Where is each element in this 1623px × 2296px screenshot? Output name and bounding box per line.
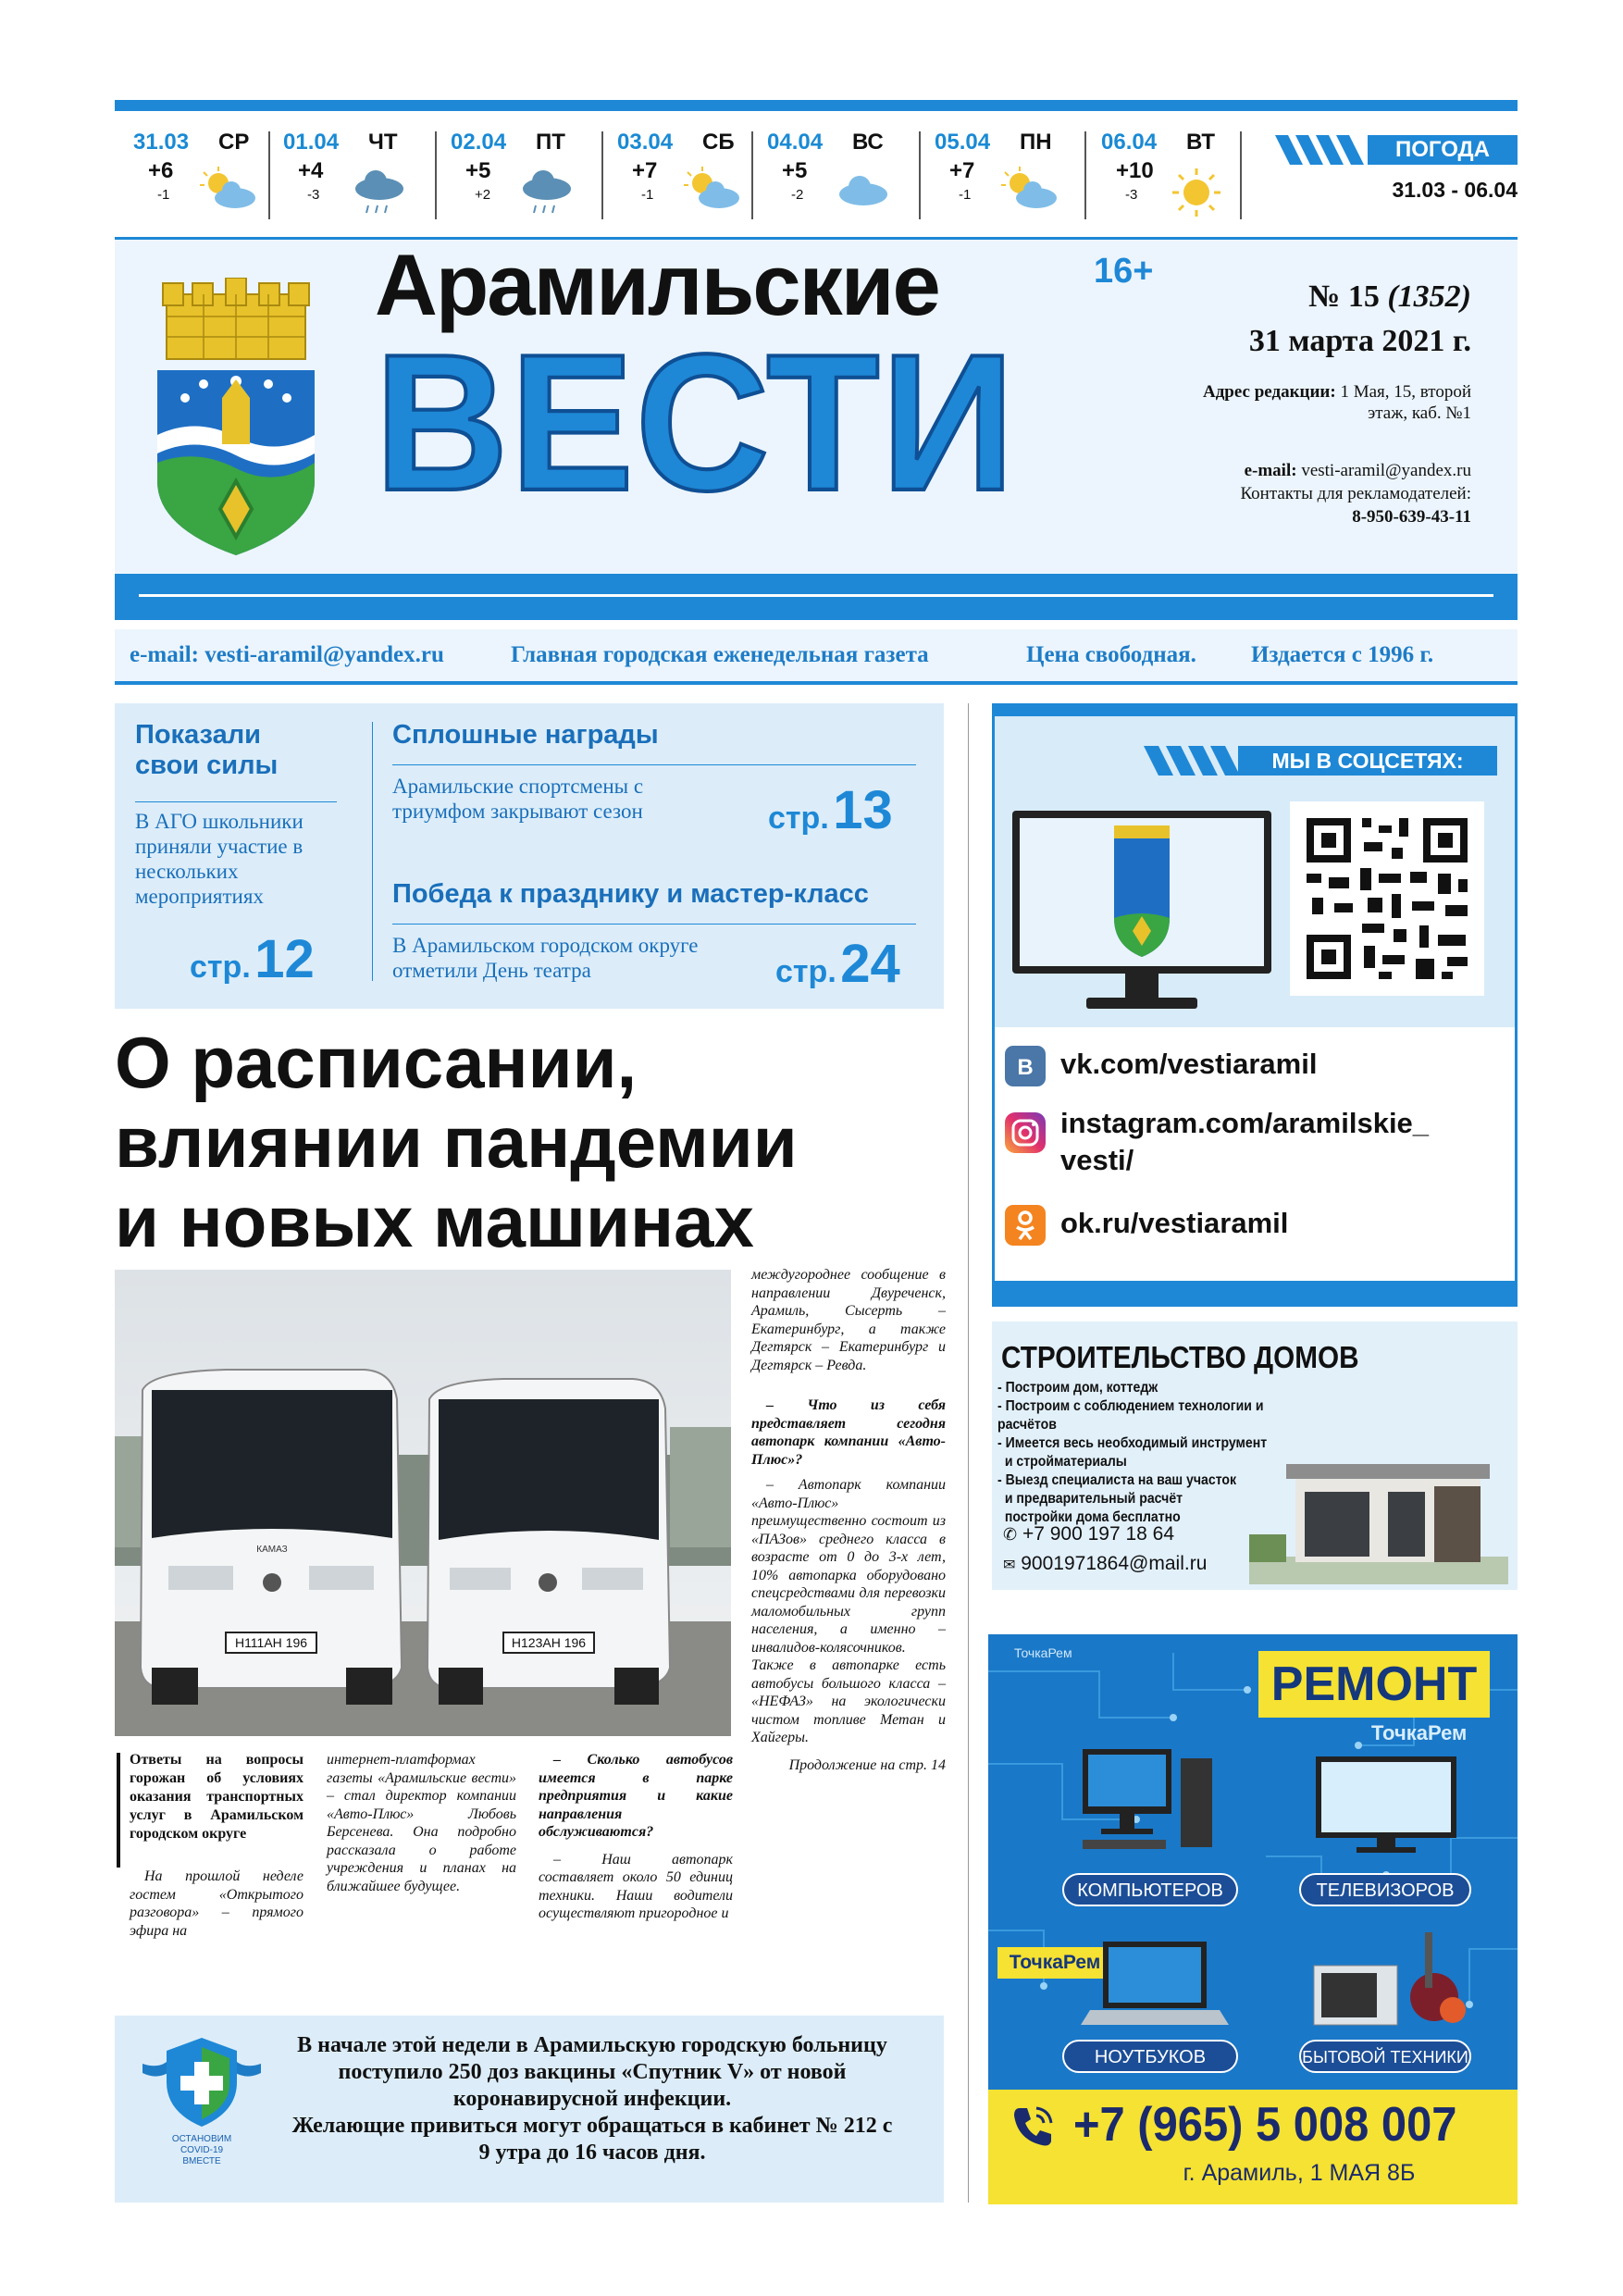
laptop-icon xyxy=(1081,1936,1229,2034)
lead-rule xyxy=(117,1753,120,1868)
instagram-icon xyxy=(1005,1112,1046,1153)
body-column-3: – Сколько автобусов имеется в парке предприятия и какие направления обслуживаются? – Наш автопарк составляет около 50 единиц техники. Наши водители осуществляют пригородное и xyxy=(539,1752,733,1922)
left-bus-brand: КАМАЗ xyxy=(256,1545,288,1555)
article-headline: О расписании, влиянии пандемии и новых машинах xyxy=(115,1022,798,1262)
appliances-icon xyxy=(1295,1929,1471,2036)
column-divider xyxy=(968,703,969,2203)
ad-building-phone: ✆ +7 900 197 18 64 xyxy=(1003,1523,1175,1545)
weather-day: 05.04 ПН +7 -1 xyxy=(925,130,1078,227)
teaser-1-page: стр. 12 xyxy=(190,929,315,989)
right-bus-plate: Н123АН 196 xyxy=(511,1635,587,1650)
phone-icon xyxy=(1009,2103,1057,2151)
weather-day: 04.04 ВС +5 -2 xyxy=(758,130,911,227)
coat-of-arms-logo xyxy=(148,278,324,565)
partly-cloudy-icon xyxy=(999,167,1060,211)
weather-divider xyxy=(919,131,921,219)
cloud-icon xyxy=(832,167,893,211)
ad-repair-phone: +7 (965) 5 008 007 xyxy=(1073,2098,1457,2152)
weather-divider xyxy=(1240,131,1242,219)
weather-divider xyxy=(268,131,270,219)
qr-code-icon xyxy=(1290,801,1484,996)
teaser-divider xyxy=(372,722,373,981)
weather-day: 06.04 ВТ +10 -3 xyxy=(1092,130,1245,227)
ad-building-list: - Построим дом, коттедж - Построим с соблюдением технологии и расчётов - Имеется весь необходимый инструмент и стройматериалы - Выезд специалиста на ваш участок и предварительный расчёт постройки дома бесплатно xyxy=(997,1380,1268,1525)
age-rating: 16+ xyxy=(1094,252,1154,291)
mail-icon: ✉ xyxy=(1003,1558,1016,1573)
weather-divider xyxy=(1084,131,1086,219)
weather-day: 02.04 ПТ +5 +2 xyxy=(441,130,594,227)
house-illustration xyxy=(1249,1446,1508,1584)
top-blue-rule xyxy=(115,100,1518,111)
cat-tv: ТЕЛЕВИЗОРОВ xyxy=(1299,1873,1471,1906)
teaser-1-rule xyxy=(135,801,337,802)
weather-divider xyxy=(751,131,753,219)
social-link-vk[interactable]: В vk.com/vestiaramil xyxy=(1005,1044,1505,1088)
buses-photo xyxy=(115,1270,731,1736)
teaser-1-text: В АГО школьники приняли участие в нескольких мероприятиях xyxy=(135,810,304,908)
teaser-3-title: Победа к празднику и мастер-класс xyxy=(392,879,869,909)
cat-appliances: БЫТОВОЙ ТЕХНИКИ xyxy=(1299,2040,1471,2073)
weather-divider xyxy=(435,131,437,219)
ad-repair-address: г. Арамиль, 1 МАЯ 8Б xyxy=(1183,2160,1416,2186)
social-bottom-bar xyxy=(992,1281,1518,1307)
monitor-icon xyxy=(1003,807,1281,1020)
partly-cloudy-icon xyxy=(682,167,743,211)
weather-day: 31.03 СР +6 -1 xyxy=(124,130,277,227)
odnoklassniki-icon xyxy=(1005,1205,1046,1246)
tagline-bar: e-mail: vesti-aramil@yandex.ru Главная городская еженедельная газета Цена свободная. Издается с 1996 г. xyxy=(115,629,1518,681)
svg-text:В: В xyxy=(1017,1055,1034,1080)
right-text-column: междугороднее сообщение в направлении Двуреченск, Арамиль, Сысерть – Екатеринбург, а также Дегтярск – Екатеринбург и Дегтярск – Ревда. – Что из себя представляет сегодня автопарк компании «Авто-Плюс»? – Автопарк компании «Авто-Плюс» преимущественно состоит из «ПАЗов» среднего класса в возрасте от 0 до 3-х лет, 10% автопарка оборудовано спецсредствами для перевозки маломобильных групп населения, а именно – инвалидов-колясочников. Также в автопарке есть автобусы большого класса – «НЕФАЗ» на экологически чистом топливе Метан и Хайгеры. Продолжение на стр. 14 xyxy=(751,1267,946,1773)
weather-range: 31.03 - 06.04 xyxy=(1392,178,1518,202)
social-top-bar xyxy=(992,703,1518,716)
teaser-2-page: стр. 13 xyxy=(768,780,893,840)
vk-icon xyxy=(1005,1046,1046,1086)
editorial-contacts: e-mail: vesti-aramil@yandex.ru Контакты для рекламодателей: 8-950-639-43-11 xyxy=(1240,461,1471,527)
ad-repair-title: РЕМОНТ xyxy=(1258,1651,1490,1718)
covid-logo-text: ОСТАНОВИМ COVID-19 ВМЕСТЕ xyxy=(171,2134,232,2166)
vaccine-text: В начале этой недели в Арамильскую городскую больницу поступило 250 доз вакцины «Спутник V» от новой коронавирусной инфекции. Желающие привиться могут обращаться в кабинет № 212 с 9 утра до 16 часов дня. xyxy=(291,2033,893,2165)
cat-laptops: НОУТБУКОВ xyxy=(1062,2040,1238,2073)
teaser-1-title: Показали свои силы xyxy=(135,720,279,780)
rain-cloud-icon xyxy=(348,167,409,218)
weather-stripes xyxy=(1275,135,1377,165)
teaser-3-rule xyxy=(392,924,916,925)
masthead-bar-line xyxy=(139,594,1493,597)
editorial-address: Адрес редакции: 1 Мая, 15, второй этаж, каб. №1 xyxy=(1202,382,1471,423)
cat-computers: КОМПЬЮТЕРОВ xyxy=(1062,1873,1238,1906)
teaser-2-rule xyxy=(392,764,916,765)
masthead-title-bottom: ВЕСТИ xyxy=(375,314,1017,532)
phone-icon: ✆ xyxy=(1003,1525,1018,1544)
weather-label: ПОГОДА xyxy=(1368,135,1518,165)
masthead-title-top: Арамильские xyxy=(375,236,939,333)
teaser-3-page: стр. 24 xyxy=(775,934,900,994)
weather-day: 03.04 СБ +7 -1 xyxy=(608,130,761,227)
ad-building-email: ✉ 9001971864@mail.ru xyxy=(1003,1553,1208,1574)
ad-building-title: СТРОИТЕЛЬСТВО ДОМОВ xyxy=(1001,1340,1359,1374)
social-link-instagram[interactable]: instagram.com/aramilskie_ vesti/ xyxy=(1005,1107,1505,1190)
teaser-3-text: В Арамильском городском округе отметили День театра xyxy=(392,934,699,982)
ad-repair-brand: ТочкаРем xyxy=(1371,1721,1468,1744)
social-header: МЫ В СОЦСЕТЯХ: xyxy=(1238,746,1497,776)
teaser-2-text: Арамильские спортсмены с триумфом закрывают сезон xyxy=(392,775,644,823)
weather-day: 01.04 ЧТ +4 -3 xyxy=(274,130,427,227)
ad-repair-badge: ТочкаРем xyxy=(997,1947,1112,1979)
computer-icon xyxy=(1073,1740,1221,1860)
teaser-2-title: Сплошные награды xyxy=(392,720,659,750)
partly-cloudy-icon xyxy=(198,167,259,211)
masthead-bottom-bar xyxy=(115,574,1518,620)
lead-column: Ответы на вопросы горожан об условиях оказания транспортных услуг в Арамильском городском округе На прошлой неделе гостем «Открытого разговора» – прямого эфира на xyxy=(130,1752,304,1939)
issue-date: 31 марта 2021 г. xyxy=(1248,324,1471,358)
rain-cloud-icon xyxy=(515,167,576,218)
social-link-ok[interactable]: ok.ru/vestiaramil xyxy=(1005,1203,1505,1247)
tagline-bottom-rule xyxy=(115,681,1518,685)
left-bus-plate: Н111АН 196 xyxy=(234,1635,308,1650)
issue-number: № 15 (1352) xyxy=(1308,279,1471,314)
sun-icon xyxy=(1166,167,1227,218)
tv-icon xyxy=(1312,1753,1460,1855)
ad-repair-brand-small: ТочкаРем xyxy=(1014,1645,1072,1660)
weather-divider xyxy=(601,131,603,219)
body-column-2: интернет-платформах газеты «Арамильские вести» – стал директор компании «Авто-Плюс» Любовь Берсенева. Она подробно рассказала о работе учреждения и планах на ближайшее будущее. xyxy=(327,1752,516,1894)
covid-shield-icon xyxy=(137,2034,266,2130)
